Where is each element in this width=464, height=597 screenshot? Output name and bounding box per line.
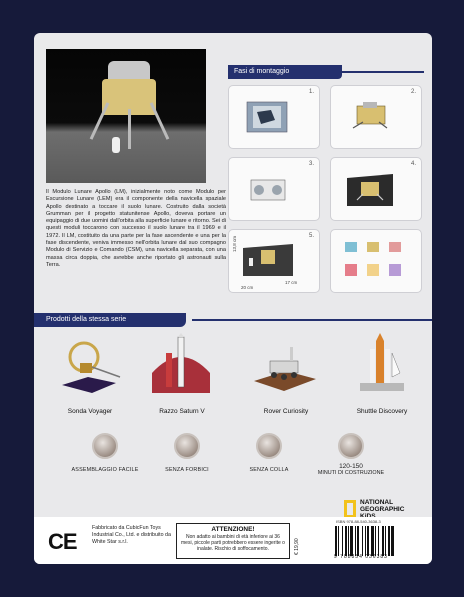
barcode-bar	[388, 526, 390, 556]
feature-no-scissors	[144, 433, 230, 483]
shuttle-model-image	[346, 333, 416, 397]
barcode-bar	[382, 526, 384, 556]
no-glue-icon	[256, 433, 282, 459]
step-number: 2.	[410, 89, 416, 95]
product-shuttle	[336, 329, 428, 415]
brand-line-2: GEOGRAPHIC	[360, 506, 405, 513]
step-illustration	[241, 98, 295, 138]
step-card-4	[330, 157, 422, 221]
product-voyager	[44, 329, 136, 415]
barcode-bar	[357, 526, 359, 556]
product-back-cover	[34, 33, 432, 564]
step-card-3	[228, 157, 320, 221]
step-number: 1.	[308, 89, 314, 95]
step-illustration	[343, 170, 397, 210]
barcode-bar	[355, 526, 356, 556]
step-illustration	[339, 238, 413, 284]
yellow-frame-icon	[344, 500, 356, 518]
step-card-6	[330, 229, 422, 293]
feature-build-time	[308, 433, 394, 483]
easy-assembly-icon	[92, 433, 118, 459]
lem-leg	[128, 109, 131, 149]
ean-number: 9 788854 036383	[334, 554, 388, 560]
step-number: 3.	[308, 161, 314, 167]
barcode-bar	[342, 526, 343, 556]
brand-line-1: NATIONAL	[360, 499, 394, 506]
feature-easy-assembly	[62, 433, 148, 483]
dimension-height: 13,8 cm	[232, 235, 237, 252]
clock-icon	[338, 433, 364, 459]
product-saturn-v	[136, 329, 228, 415]
barcode-bar	[348, 526, 349, 556]
manufacturer-text: Fabbricato da CubicFun Toys Industrial Co., Ltd. e distribuito da White Star s.r.l.	[92, 525, 171, 545]
assembly-steps-panel	[228, 65, 424, 301]
barcode-bar	[378, 526, 379, 556]
step-number: 5.	[308, 233, 314, 239]
price: € 19,90	[294, 538, 300, 555]
barcode-bar	[391, 526, 394, 556]
product-curiosity	[240, 329, 332, 415]
curiosity-model-image	[250, 333, 320, 397]
isbn: ISBN 978-88-540-3638-3	[336, 519, 381, 524]
feature-label: ASSEMBLAGGIO FACILE	[71, 467, 139, 473]
barcode-bar	[367, 526, 369, 556]
barcode-bar	[365, 526, 366, 556]
step-number: 4.	[410, 161, 416, 167]
step-card-2	[330, 85, 422, 149]
ce-mark: CE	[48, 529, 77, 554]
voyager-model-image	[54, 333, 124, 397]
step-illustration	[241, 242, 295, 282]
barcode-bar	[350, 526, 353, 556]
product-label: Sonda Voyager	[67, 408, 113, 415]
product-label: Razzo Saturn V	[159, 408, 205, 415]
intro-text: Il Modulo Lunare Apollo (LM), inizialmente noto come Modulo per Escursione Lunare (LEM) era il componente della navicella spaziale Apollo destinato a toccare il suolo lunare. Costruito dalla società Grumman per il progetto statunitense Apollo, doveva portare un equipaggio di due uomini dall'orbita alla superficie lunare e ritorno. Sei di questi moduli toccarono con successo il suolo lunare tra il 1969 e il 1972. Il LM, costituito da una parte per la fase ascendente e una per la fase discendente, veniva immesso nell'orbita lunare dal suo compagno Modulo di Servizio e Comando (CSM), una navicella separata, con una massa circa doppia, che avrebbe anche riportato gli astronauti sulla Terra.	[46, 189, 226, 268]
step-card-1	[228, 85, 320, 149]
no-scissors-icon	[174, 433, 200, 459]
barcode-bar	[371, 526, 374, 556]
dimension-depth: 17 cm	[285, 280, 298, 285]
footer	[34, 517, 432, 564]
feature-label: MINUTI DI COSTRUZIONE	[317, 470, 385, 476]
feature-label: SENZA COLLA	[249, 467, 289, 473]
feature-no-glue	[226, 433, 312, 483]
astronaut-figure	[112, 137, 120, 153]
barcode-bar	[335, 526, 337, 556]
series-title: Prodotti della stessa serie	[34, 313, 186, 327]
warning-title: ATTENZIONE!	[211, 526, 255, 533]
barcode-bar	[338, 526, 339, 556]
divider	[192, 319, 432, 321]
lem-leg	[90, 102, 110, 140]
feature-label: SENZA FORBICI	[165, 467, 209, 473]
saturn-v-model-image	[146, 333, 216, 397]
warning-box	[176, 523, 290, 559]
barcode-bar	[375, 526, 376, 556]
dimension-width: 20 cm	[241, 285, 254, 290]
barcode-bar	[385, 526, 386, 556]
step-illustration	[343, 98, 397, 138]
step-illustration	[241, 170, 295, 210]
steps-title: Fasi di montaggio	[228, 65, 342, 79]
price-area	[294, 521, 332, 561]
product-label: Shuttle Discovery	[356, 408, 408, 415]
barcode-bar	[345, 526, 347, 556]
lem-leg	[150, 102, 170, 140]
lunar-module-photo	[46, 49, 206, 183]
barcode-bar	[362, 526, 363, 556]
warning-text: Non adatto ai bambini di età inferiore ai 36 mesi, piccole parti potrebbero essere ingerite o inalate. Rischio di soffocamento.	[181, 534, 285, 552]
build-time-number: 120-150	[339, 463, 363, 470]
step-card-5	[228, 229, 320, 293]
product-label: Rover Curiosity	[263, 408, 309, 415]
